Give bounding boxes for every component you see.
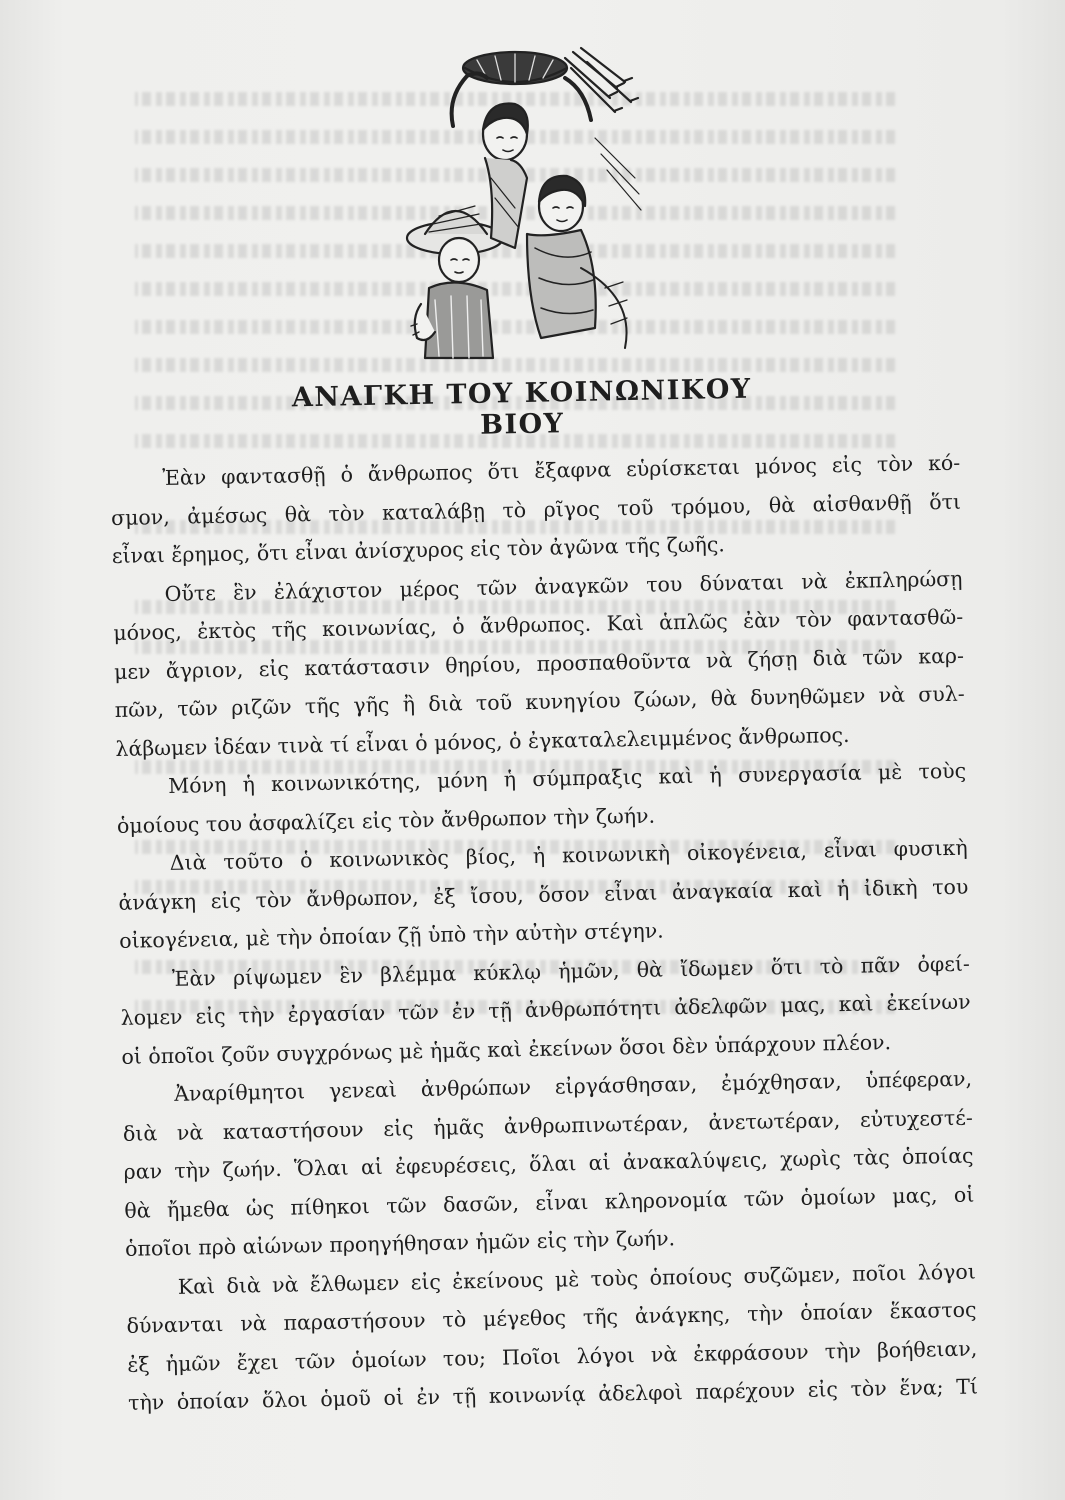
text-line: μεν ἄγριον, εἰς κατάστασιν θηρίου, προσπαθοῦντα νὰ ζήσῃ διὰ τῶν καρ-	[113, 643, 965, 684]
text-line: μόνος, ἐκτὸς τῆς κοινωνίας, ὁ ἄνθρωπος. Καὶ ἁπλῶς ἐὰν τὸν φαντασθῶ-	[113, 604, 964, 645]
text-line: Ἀναρίθμητοι γενεαὶ ἀνθρώπων εἰργάσθησαν, ἐμόχθησαν, ὑπέφεραν,	[173, 1066, 973, 1106]
text-line: λομεν εἰς τὴν ἐργασίαν τῶν ἐν τῇ ἀνθρωπότητι ἀδελφῶν μας, καὶ ἐκείνων	[120, 989, 971, 1030]
text-line: δύνανται νὰ παραστήσουν τὸ μέγεθος τῆς ἀνάγκης, τὴν ὁποίαν ἕκαστος	[126, 1297, 977, 1338]
text-line: διὰ νὰ καταστήσουν εἰς ἡμᾶς ἀνθρωπινωτέραν, ἀνετωτέραν, εὐτυχεστέ-	[122, 1105, 974, 1146]
text-line: σμον, ἀμέσως θὰ τὸν καταλάβῃ τὸ ρῖγος τοῦ τρόμου, θὰ αἰσθανθῇ ὅτι	[110, 489, 962, 530]
text-line: πῶν, τῶν ριζῶν τῆς γῆς ἢ διὰ τοῦ κυνηγίου ζώων, θὰ δυνηθῶμεν νὰ συλ-	[114, 681, 965, 722]
text-line: Οὔτε ἓν ἐλάχιστον μέρος τῶν ἀναγκῶν του δύναται νὰ ἐκπληρώσῃ	[164, 566, 963, 606]
text-line: ραν τὴν ζωήν. Ὅλαι αἱ ἐφευρέσεις, ὅλαι αἱ ἀνακαλύψεις, χωρὶς τὰς ὁποίας	[123, 1143, 974, 1184]
text-line: Μόνη ἡ κοινωνικότης, μόνη ἡ σύμπραξις καὶ ἡ συνεργασία μὲ τοὺς	[168, 758, 967, 798]
text-line: Διὰ τοῦτο ὁ κοινωνικὸς βίος, ἡ κοινωνικὴ οἰκογένεια, εἶναι φυσικὴ	[169, 835, 968, 875]
text-line: τὴν ὁποίαν ὅλοι ὁμοῦ οἱ ἐν τῇ κοινωνίᾳ ἀδελφοὶ παρέχουν εἰς τὸν ἕνα; Τί	[127, 1374, 979, 1415]
text-line: ἐξ ἡμῶν ἔχει τῶν ὁμοίων του; Ποῖοι λόγοι νὰ ἐκφράσουν τὴν βοήθειαν,	[127, 1336, 978, 1377]
text-line: ὁμοίους του ἀσφαλίζει εἰς τὸν ἄνθρωπον τὴν ζωήν.	[116, 803, 656, 838]
text-line: Ἐὰν ρίψωμεν ἓν βλέμμα κύκλῳ ἡμῶν, θὰ ἴδωμεν ὅτι τὸ πᾶν ὀφεί-	[171, 951, 971, 991]
text-line: οἱ ὁποῖοι ζοῦν συγχρόνως μὲ ἡμᾶς καὶ ἐκείνων ὅσοι δὲν ὑπάρχουν πλέον.	[121, 1029, 892, 1069]
text-line: Ἐὰν φαντασθῇ ὁ ἄνθρωπος ὅτι ἔξαφνα εὑρίσκεται μόνος εἰς τὸν κό-	[162, 450, 961, 490]
text-line: λάβωμεν ἰδέαν τινὰ τί εἶναι ὁ μόνος, ὁ ἐγκαταλελειμμένος ἄνθρωπος.	[115, 722, 850, 761]
text-line: θὰ ἤμεθα ὡς πίθηκοι τῶν δασῶν, εἶναι κληρονομία τῶν ὁμοίων μας, οἱ	[124, 1182, 975, 1223]
body-text	[110, 444, 978, 1423]
text-line: ὁποῖοι πρὸ αἰώνων προηγήθησαν ἡμῶν εἰς τὴν ζωήν.	[124, 1226, 676, 1261]
chapter-heading: ΑΝΑΓΚΗ ΤΟΥ ΚΟΙΝΩΝΙΚΟΥ ΒΙΟΥ	[291, 373, 752, 441]
text-line: εἶναι ἔρημος, ὅτι εἶναι ἀνίσχυρος εἰς τὸν ἀγῶνα τῆς ζωῆς.	[111, 532, 726, 568]
text-line: οἰκογένεια, μὲ τὴν ὁποίαν ζῇ ὑπὸ τὴν αὐτὴν στέγην.	[119, 918, 664, 953]
harvest-figures-illustration	[395, 38, 660, 363]
text-line: Καὶ διὰ νὰ ἔλθωμεν εἰς ἐκείνους μὲ τοὺς ὁποίους συζῶμεν, ποῖοι λόγοι	[177, 1259, 976, 1299]
text-line: ἀνάγκη εἰς τὸν ἄνθρωπον, ἐξ ἴσου, ὅσον εἶναι ἀναγκαία καὶ ἡ ἰδικὴ του	[118, 874, 969, 915]
